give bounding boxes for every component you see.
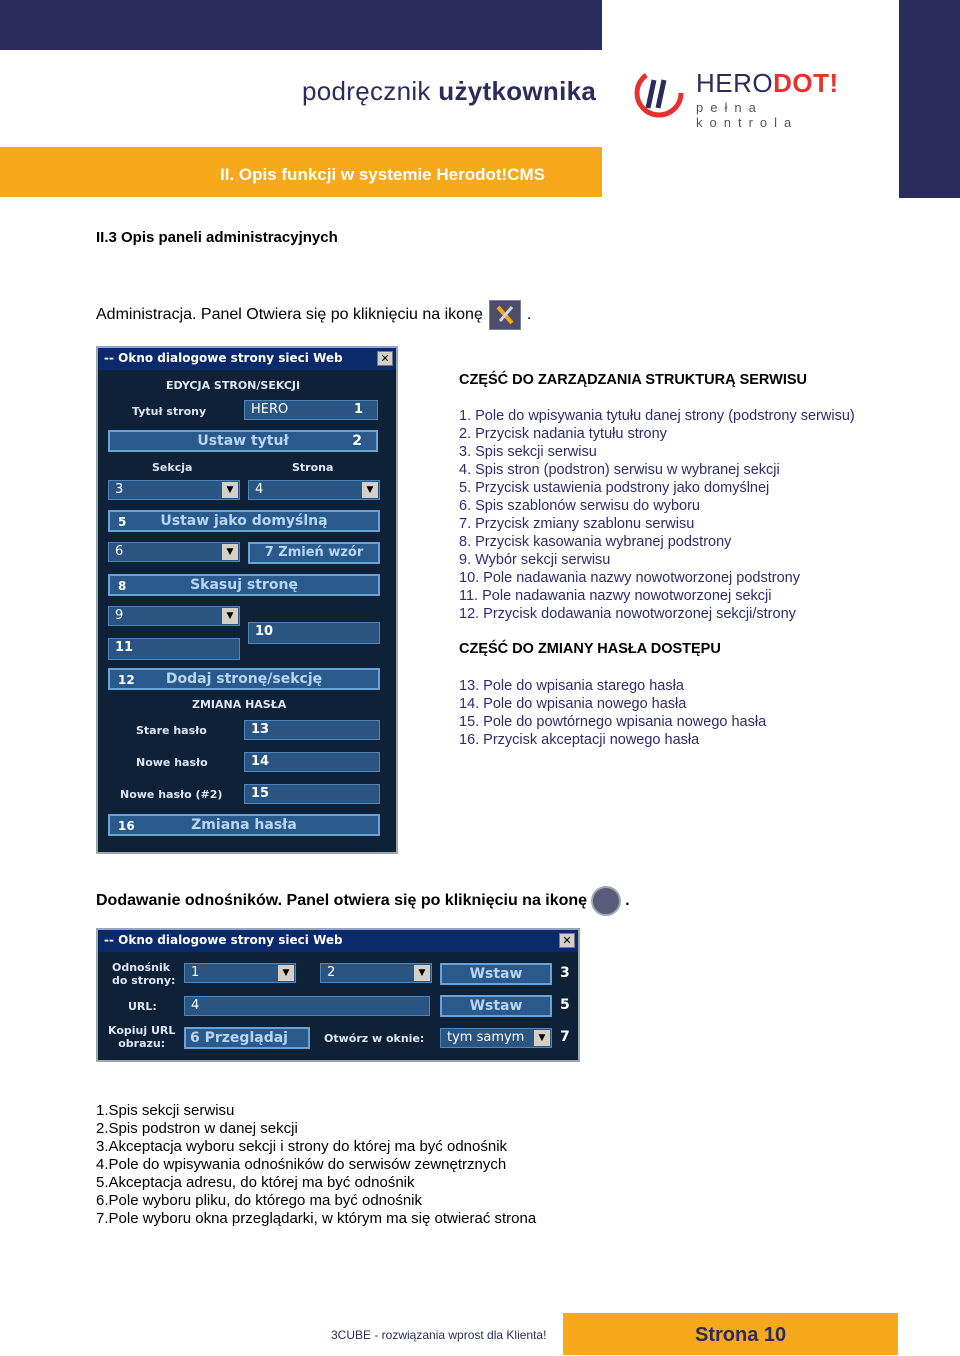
list-item: 4. Spis stron (podstron) serwisu w wybranej sekcji — [459, 462, 780, 478]
list-item: 7.Pole wyboru okna przeglądarki, w którym ma się otwierać strona — [96, 1210, 537, 1227]
target-window-select[interactable]: tym samym ▼ — [440, 1028, 552, 1048]
new-password-input[interactable]: 14 — [244, 752, 380, 772]
list-item: 14. Pole do wpisania nowego hasła — [459, 696, 687, 712]
chevron-down-icon: ▼ — [222, 608, 238, 624]
edit-header: EDYCJA STRON/SEKCJI — [166, 379, 301, 392]
list-item: 6.Pole wyboru pliku, do którego ma być odnośnik — [96, 1192, 423, 1209]
links-list — [96, 1102, 536, 1228]
list-item: 4.Pole do wpisywania odnośników do serwisów zewnętrznych — [96, 1156, 507, 1173]
link-page-select[interactable]: 2 ▼ — [320, 963, 432, 983]
list-item: 10. Pole nadawania nazwy nowotworzonej podstrony — [459, 570, 800, 586]
list-item: 12. Przycisk dodawania nowotworzonej sekcji/strony — [459, 606, 796, 622]
page-label: Strona — [292, 461, 334, 474]
url-label: URL: — [128, 1000, 157, 1013]
list-item: 1.Spis sekcji serwisu — [96, 1102, 235, 1119]
page-title-label: Tytuł strony — [132, 405, 207, 418]
link-icon — [591, 886, 621, 916]
chevron-down-icon: ▼ — [222, 544, 238, 560]
new-section-name-input[interactable]: 11 — [108, 638, 240, 660]
dialog-titlebar: -- Okno dialogowe strony sieci Web — [98, 930, 578, 952]
marker-7: 7 — [560, 1029, 570, 1045]
subheading: II.3 Opis paneli administracyjnych — [96, 229, 338, 246]
logo-mark-icon — [634, 68, 688, 118]
list-item: 5.Akceptacja adresu, do której ma być odnośnik — [96, 1174, 415, 1191]
section-label: Sekcja — [152, 461, 193, 474]
chevron-down-icon: ▼ — [534, 1030, 550, 1046]
chevron-down-icon: ▼ — [414, 965, 430, 981]
footer-tagline: 3CUBE - rozwiązania wprost dla Klienta! — [331, 1328, 547, 1342]
change-password-button[interactable]: 16 Zmiana hasła — [108, 814, 380, 836]
new-page-name-input[interactable]: 10 — [248, 622, 380, 644]
page-select[interactable]: 4 ▼ — [248, 480, 380, 500]
template-select[interactable]: 6 ▼ — [108, 542, 240, 562]
top-decor-bar — [0, 0, 602, 50]
structure-list-heading: CZĘŚĆ DO ZARZĄDZANIA STRUKTURĄ SERWISU — [459, 372, 807, 388]
section-select[interactable]: 3 ▼ — [108, 480, 240, 500]
list-item: 5. Przycisk ustawienia podstrony jako domyślnej — [459, 480, 770, 496]
browse-button[interactable]: 6 Przeglądaj — [184, 1027, 310, 1049]
close-icon[interactable]: ✕ — [559, 933, 575, 948]
set-default-button[interactable]: 5 Ustaw jako domyślną — [108, 510, 380, 532]
copy-url-label: Kopiuj URL obrazu: — [108, 1024, 176, 1050]
list-item: 3. Spis sekcji serwisu — [459, 444, 597, 460]
list-item: 6. Spis szablonów serwisu do wyboru — [459, 498, 700, 514]
repeat-password-input[interactable]: 15 — [244, 784, 380, 804]
structure-list — [459, 407, 855, 623]
list-item: 7. Przycisk zmiany szablonu serwisu — [459, 516, 695, 532]
insert-url-button[interactable]: Wstaw — [440, 995, 552, 1017]
password-list — [459, 677, 766, 749]
list-item: 8. Przycisk kasowania wybranej podstrony — [459, 534, 732, 550]
admin-intro: Administracja. Panel Otwiera się po kliknięciu na ikonę . — [96, 300, 531, 330]
delete-page-button[interactable]: 8 Skasuj stronę — [108, 574, 380, 596]
url-input[interactable]: 4 — [184, 996, 430, 1016]
links-dialog — [96, 928, 580, 1062]
logo-tagline: pełna kontrola — [696, 100, 799, 130]
list-item: 1. Pole do wpisywania tytułu danej strony (podstrony serwisu) — [459, 408, 855, 424]
list-item: 9. Wybór sekcji serwisu — [459, 552, 611, 568]
open-in-label: Otwórz w oknie: — [324, 1032, 425, 1045]
logo-wordmark: HERODOT! — [696, 68, 839, 98]
change-template-button[interactable]: 7 Zmień wzór — [248, 542, 380, 564]
password-header: ZMIANA HASŁA — [192, 698, 287, 711]
list-item: 13. Pole do wpisania starego hasła — [459, 678, 684, 694]
insert-link-button[interactable]: Wstaw — [440, 963, 552, 985]
marker-3: 3 — [560, 965, 570, 981]
chevron-down-icon: ▼ — [362, 482, 378, 498]
list-item: 2. Przycisk nadania tytułu strony — [459, 426, 667, 442]
chevron-down-icon: ▼ — [222, 482, 238, 498]
marker-5: 5 — [560, 997, 570, 1013]
chevron-down-icon: ▼ — [278, 965, 294, 981]
close-icon[interactable]: ✕ — [377, 351, 393, 366]
old-password-input[interactable]: 13 — [244, 720, 380, 740]
herodot-logo — [634, 68, 864, 130]
page-number: Strona 10 — [695, 1324, 787, 1346]
dialog-titlebar: -- Okno dialogowe strony sieci Web — [98, 348, 396, 370]
tools-icon — [489, 300, 521, 330]
password-list-heading: CZĘŚĆ DO ZMIANY HASŁA DOSTĘPU — [459, 641, 721, 657]
manual-title: podręcznik użytkownika — [302, 76, 597, 106]
section-title: II. Opis funkcji w systemie Herodot!CMS — [220, 165, 545, 184]
links-intro: Dodawanie odnośników. Panel otwiera się po kliknięciu na ikonę . — [96, 886, 630, 916]
link-section-select[interactable]: 1 ▼ — [184, 963, 296, 983]
add-page-button[interactable]: 12 Dodaj stronę/sekcję — [108, 668, 380, 690]
list-item: 3.Akceptacja wyboru sekcji i strony do której ma być odnośnik — [96, 1138, 508, 1155]
list-item: 2.Spis podstron w danej sekcji — [96, 1120, 298, 1137]
side-decor-bar — [899, 0, 960, 198]
old-password-label: Stare hasło — [136, 724, 207, 737]
link-to-page-label: Odnośnik do strony: — [112, 961, 176, 987]
page-title-input[interactable]: HERO 1 — [244, 400, 378, 420]
repeat-password-label: Nowe hasło (#2) — [120, 788, 223, 801]
section-choice-select[interactable]: 9 ▼ — [108, 606, 240, 626]
set-title-button[interactable]: Ustaw tytuł 2 — [108, 430, 378, 452]
new-password-label: Nowe hasło — [136, 756, 208, 769]
structure-dialog — [96, 346, 398, 854]
list-item: 16. Przycisk akceptacji nowego hasła — [459, 732, 700, 748]
list-item: 15. Pole do powtórnego wpisania nowego hasła — [459, 714, 767, 730]
list-item: 11. Pole nadawania nazwy nowotworzonej sekcji — [459, 588, 772, 604]
